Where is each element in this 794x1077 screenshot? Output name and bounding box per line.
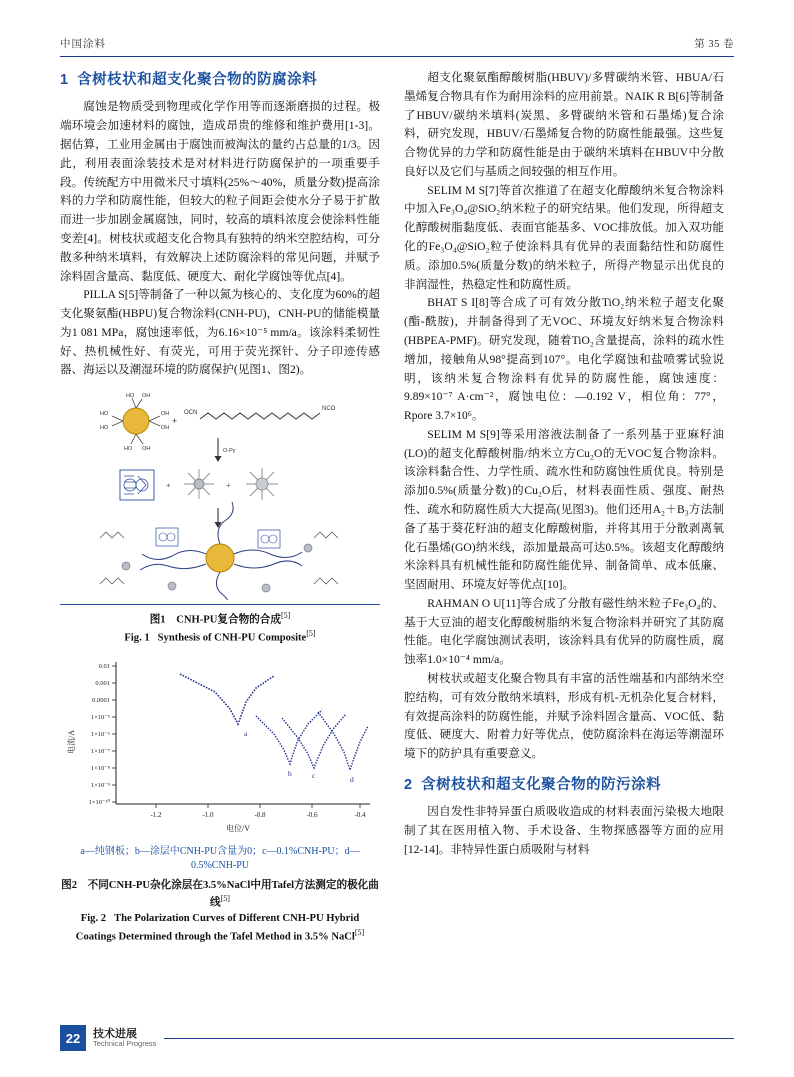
figure-1-cn-title: CNH-PU复合物的合成 [176, 614, 281, 626]
figure-1-en-ref: [5] [306, 629, 316, 639]
figure-2-legend-note: a—纯钢板；b—涂层中CNH-PU含量为0；c—0.1%CNH-PU；d—0.5%CNH-PU [80, 845, 360, 871]
page-footer [60, 1025, 734, 1051]
paragraph: PILLA S[5]等制备了一种以氮为核心的、支化度为60%的超支化聚氨酯(HBPU)复合物涂料(CNH-PU)，CNH-PU的储能模量为1 081 MPa，腐蚀速率低，为6.16×10⁻⁵ mm/a。该涂料柔韧性好、热机械性好、有荧光，可用于荧光探针、分子印迹传感器、海运以及潮湿环境的防腐保护(见图1、图2)。 [60, 288, 380, 377]
figure-2-en-label: Fig. 2 [80, 913, 107, 925]
footer-en-label: Technical Progress [93, 1038, 157, 1048]
two-column-body [60, 69, 734, 974]
section-number: 1 [60, 72, 69, 88]
svg-text:HO: HO [124, 446, 133, 453]
svg-text:HO: HO [100, 425, 109, 432]
svg-text:+: + [172, 416, 178, 427]
footer-rule [164, 1038, 734, 1039]
cnh-pu-synthesis-diagram [60, 388, 380, 600]
figure-2-cn-title: 不同CNH-PU杂化涂层在3.5%NaCl中用Tafel方法测定的极化曲线 [87, 879, 379, 909]
figure-2-caption [60, 878, 380, 945]
svg-text:+: + [226, 481, 231, 491]
svg-text:电位/V: 电位/V [226, 823, 250, 833]
figure-1-cn-label: 图1 [149, 614, 166, 626]
section-number: 2 [404, 776, 413, 793]
svg-text:0.01: 0.01 [98, 662, 110, 670]
paragraph: RAHMAN O U[11]等合成了分散有磁性纳米粒子Fe₃O₄的、基于大豆油的超支化醇酸树脂纳米复合物涂料并研究了其防腐性能。电化学腐蚀测试表明，该涂料具有优异的防腐性质，腐蚀率1.0×10⁻⁴ mm/a。 [404, 596, 724, 667]
svg-text:HO: HO [100, 411, 109, 418]
paragraph: BHAT S I[8]等合成了可有效分散TiO₂纳米粒子超支化聚(酯-酰胺)，并制备得到了无VOC、环境友好纳米复合物涂料(HBPEA-PMF)。研究发现，随着TiO₂含量提高，涂料的疏水性增加，接触角从98°提高到107°。电化学腐蚀和盐喷雾试验说明，该纳米复合物涂料有优异的防腐性能，腐蚀速度：9.89×10⁻⁷ A·cm⁻²，腐蚀电位：—0.192 V，相位角：77°，Rpore 3.7×10⁶。 [404, 296, 724, 423]
figure-2-cn-label: 图2 [61, 879, 78, 891]
svg-text:a: a [244, 728, 248, 738]
section-title: 含树枝状和超支化聚合物的防污涂料 [421, 776, 662, 793]
svg-text:OCN: OCN [184, 410, 198, 417]
svg-text:电流/A: 电流/A [67, 729, 76, 754]
svg-text:-0.4: -0.4 [354, 810, 366, 819]
figure-2-en-ref: [5] [354, 927, 365, 937]
svg-text:HO: HO [126, 393, 135, 400]
footer-section-label [93, 1028, 156, 1048]
figure-2 [60, 654, 380, 945]
figure-2-chart [60, 654, 380, 839]
page-number: 22 [60, 1025, 86, 1051]
left-column [60, 69, 380, 974]
svg-text:OH: OH [161, 411, 170, 418]
tafel-polarization-chart [60, 654, 380, 839]
svg-text:O-Py: O-Py [223, 448, 236, 455]
right-column [404, 69, 724, 974]
svg-text:+: + [166, 481, 171, 491]
svg-text:OH: OH [161, 425, 170, 432]
paragraph: SELIM M S[7]等首次推道了在超支化醇酸纳米复合物涂料中加入Fe₃O₄@SiO₂纳米粒子的研究结果。他们发现，所得超支化醇酸树脂黏度低、表面官能基多、VOC排放低。加入双功能化的Fe₃O₄@SiO₂粒子使涂料具有优异的表面黏结性和防腐性质。添加0.5%(质量分数)的纳米粒子，所得产物显示出优良的非润湿性，热稳定性和防腐性质。 [404, 183, 724, 291]
volume-label: 第 35 卷 [694, 39, 734, 50]
svg-text:1×10⁻⁷: 1×10⁻⁷ [90, 747, 110, 755]
svg-text:c: c [312, 770, 316, 780]
paragraph: 因自发性非特异蛋白质吸收造成的材料表面污染极大地限制了其在医用植入物、手术设备、生物探感器等方面的应用[12-14]。非特异性蛋白质吸附与材料 [404, 805, 724, 856]
figure-1-en-label: Fig. 1 [124, 632, 150, 644]
svg-text:b: b [288, 768, 292, 778]
section-heading-1 [60, 69, 380, 92]
svg-text:1×10⁻⁹: 1×10⁻⁹ [90, 781, 110, 789]
figure-2-cn-ref: [5] [220, 894, 230, 904]
svg-text:0.001: 0.001 [95, 679, 110, 687]
svg-text:-0.8: -0.8 [254, 810, 266, 819]
paragraph: 腐蚀是物质受到物理或化学作用等而逐渐磨损的过程。极端环境会加速材料的腐蚀，造成昂贵的维修和维护费用[1-3]。据估算，工业用金属由于腐蚀而被淘汰的量约占总量的1/3。因此，利用表面涂装技术是对材料进行防腐保护的一项重要手段。传统配方中用微米尺寸填料(25%～40%，质量分数)提高涂料的力学和防腐性能，但较大的粒子间距会使水分子易于扩散而进一步加剧金属腐蚀，同时，较高的填料浓度会使涂料性能变差[4]。树枝状或超支化合物具有独特的纳米空腔结构，可分散多种纳米填料，有效解决上述防腐涂料的常见问题，并赋予涂料固含量高、黏度低、硬度大、耐化学腐蚀等优点[4]。 [60, 100, 380, 283]
figure-1 [60, 388, 380, 646]
footer-cn-label: 技术进展 [93, 1027, 137, 1040]
svg-text:d: d [350, 774, 354, 784]
journal-name: 中国涂料 [60, 39, 106, 50]
svg-text:0.0001: 0.0001 [92, 696, 110, 704]
figure-1-caption [60, 610, 380, 646]
svg-text:OH: OH [142, 446, 151, 453]
paragraph: 超支化聚氨酯醇酸树脂(HBUV)/多臂碳纳米管、HBUA/石墨烯复合物具有作为耐用涂料的应用前景。NAIK R B[6]等制备了HBUV/碳纳米填料(炭黑、多臂碳纳米管和石墨烯)复合涂料，研究发现，HBUV/石墨烯复合物的防腐性能最强。这些复合物优异的力学和防腐性能是由于碳纳米填料在HBUV中分散良好以及它们与基质之间较强的相互作用。 [404, 71, 724, 178]
page-header [60, 36, 734, 56]
svg-text:1×10⁻¹⁰: 1×10⁻¹⁰ [88, 798, 110, 806]
figure-1-en-title: Synthesis of CNH-PU Composite [157, 632, 307, 644]
svg-text:-0.6: -0.6 [306, 810, 318, 819]
figure-2-en-title: The Polarization Curves of Different CNH-PU Hybrid Coatings Determined through the Tafel Method in 3.5% NaCl [75, 913, 360, 943]
svg-text:1×10⁻⁵: 1×10⁻⁵ [90, 713, 110, 721]
svg-text:-1.0: -1.0 [202, 810, 214, 819]
paragraph: SELIM M S[9]等采用溶液法制备了一系列基于亚麻籽油(LO)的超支化醇酸树脂/纳米立方Cu₂O的无VOC复合物涂料。该涂料黏合性、力学性质、疏水性和防腐蚀性质优良。特别是添加0.5%(质量分数)的Cu₂O后，材料表面性质、强度、耐热性、疏水和防腐性质大大提高(见图3)。他们还用A₂＋B₃方法制备了基于葵花籽油的超支化醇酸树脂，并将其用于分散剥离氧化石墨烯(GO)纳米线，添加量最高可达0.5%。该超支化醇酸纳米涂料具有机械性能和防腐性能优异、制备简单、成本低廉、坚固耐用、环境友好等优点[10]。 [404, 427, 724, 592]
svg-text:OH: OH [142, 393, 151, 400]
section-title: 含树枝状和超支化聚合物的防腐涂料 [77, 72, 318, 88]
svg-text:-1.2: -1.2 [150, 810, 162, 819]
figure-1-image [60, 388, 380, 605]
paragraph: 树枝状或超支化聚合物具有丰富的活性端基和内部纳米空腔结构，可有效分散纳米填料，形成有机-无机杂化复合材料，有效提高涂料的防腐性能，并赋予涂料固含量高、VOC低、黏度低、硬度大、附着力好等优点，使防腐涂料在海运等潮湿环境下的防护具有重要意义。 [404, 672, 724, 761]
header-rule [60, 56, 734, 57]
figure-1-cn-ref: [5] [280, 611, 291, 621]
svg-text:1×10⁻⁶: 1×10⁻⁶ [90, 730, 110, 738]
svg-text:1×10⁻⁸: 1×10⁻⁸ [90, 764, 110, 772]
section-heading-2 [404, 774, 724, 797]
svg-text:NCO: NCO [322, 406, 336, 413]
